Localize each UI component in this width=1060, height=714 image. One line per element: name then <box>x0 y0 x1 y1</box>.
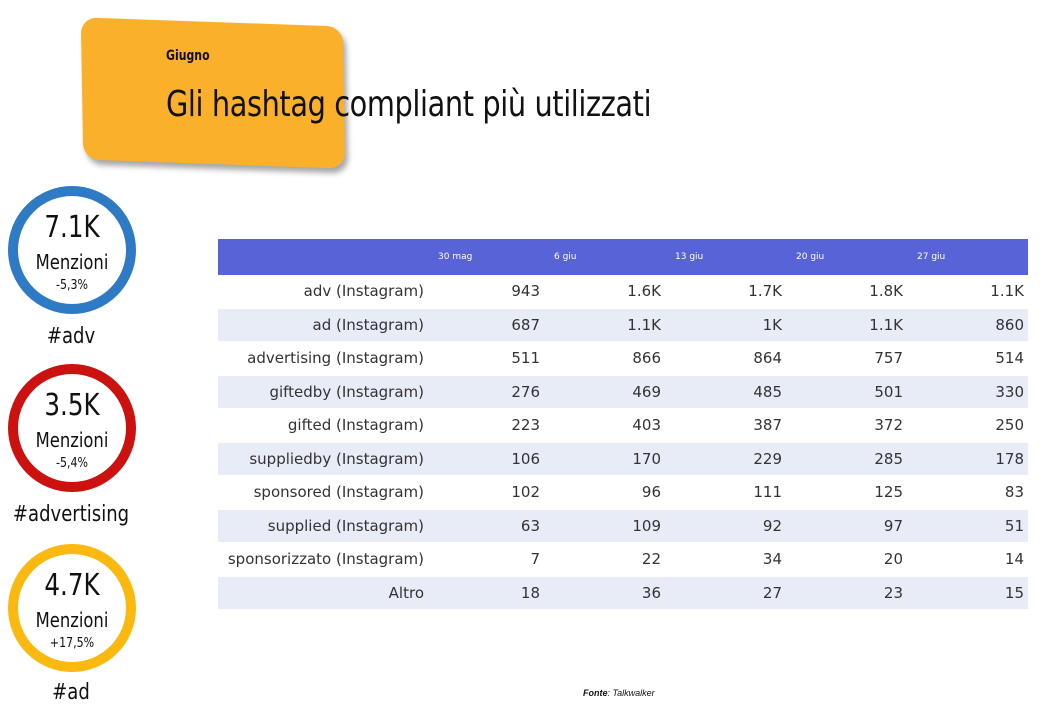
kpi-label: Menzioni <box>35 608 109 632</box>
kpi-label: Menzioni <box>35 428 109 452</box>
kpi-circle-advertising <box>8 364 136 492</box>
table-cell: 687 <box>428 308 544 342</box>
table-header-row <box>218 239 1028 275</box>
table-cell: 1.6K <box>544 275 665 308</box>
table-cell: 14 <box>907 543 1028 577</box>
table-row <box>218 476 1028 510</box>
kpi-change: +17,5% <box>49 636 95 651</box>
column-header: 6 giu <box>544 239 665 275</box>
table-cell: 864 <box>665 342 786 376</box>
table-cell: 860 <box>907 308 1028 342</box>
table-cell: 387 <box>665 409 786 443</box>
table-cell: 1.1K <box>544 308 665 342</box>
table-row <box>218 308 1028 342</box>
table-cell: 102 <box>428 476 544 510</box>
row-label: gifted (Instagram) <box>218 409 428 443</box>
table-cell: 63 <box>428 509 544 543</box>
table-cell: 1.1K <box>786 308 907 342</box>
kpi-circle-ad <box>8 544 136 672</box>
kpi-value: 3.5K <box>44 388 100 423</box>
table-cell: 1.8K <box>786 275 907 308</box>
row-label: giftedby (Instagram) <box>218 375 428 409</box>
table-cell: 15 <box>907 576 1028 610</box>
column-header <box>218 239 428 275</box>
table-cell: 757 <box>786 342 907 376</box>
table-cell: 943 <box>428 275 544 308</box>
kpi-hashtag-ad: #ad <box>52 680 90 705</box>
table-row <box>218 409 1028 443</box>
hashtag-table <box>218 239 1028 610</box>
table-cell: 178 <box>907 442 1028 476</box>
kpi-value: 4.7K <box>44 568 100 603</box>
row-label: sponsorizzato (Instagram) <box>218 543 428 577</box>
table-cell: 51 <box>907 509 1028 543</box>
kpi-label: Menzioni <box>35 250 109 274</box>
kpi-change: -5,3% <box>55 278 89 293</box>
column-header: 27 giu <box>907 239 1028 275</box>
table-cell: 23 <box>786 576 907 610</box>
source-label: Fonte <box>583 688 608 698</box>
table-row <box>218 375 1028 409</box>
table-cell: 1K <box>665 308 786 342</box>
table-cell: 514 <box>907 342 1028 376</box>
table-cell: 372 <box>786 409 907 443</box>
table-row <box>218 442 1028 476</box>
table-row <box>218 509 1028 543</box>
table-cell: 7 <box>428 543 544 577</box>
table-cell: 223 <box>428 409 544 443</box>
table-cell: 22 <box>544 543 665 577</box>
kpi-hashtag-advertising: #advertising <box>12 502 130 527</box>
row-label: Altro <box>218 576 428 610</box>
table-cell: 97 <box>786 509 907 543</box>
table-cell: 250 <box>907 409 1028 443</box>
kpi-circle-adv <box>8 186 136 314</box>
table-row <box>218 576 1028 610</box>
table-cell: 20 <box>786 543 907 577</box>
row-label: adv (Instagram) <box>218 275 428 308</box>
kpi-value: 7.1K <box>44 210 100 245</box>
page-title: Gli hashtag compliant più utilizzati <box>166 84 652 125</box>
table-cell: 1.7K <box>665 275 786 308</box>
table-cell: 276 <box>428 375 544 409</box>
table-cell: 109 <box>544 509 665 543</box>
table-cell: 125 <box>786 476 907 510</box>
source-note <box>583 688 655 698</box>
table-cell: 866 <box>544 342 665 376</box>
table-cell: 501 <box>786 375 907 409</box>
table-cell: 34 <box>665 543 786 577</box>
table-cell: 96 <box>544 476 665 510</box>
month-label: Giugno <box>166 48 210 64</box>
table-cell: 285 <box>786 442 907 476</box>
table-cell: 83 <box>907 476 1028 510</box>
table-cell: 330 <box>907 375 1028 409</box>
table-cell: 170 <box>544 442 665 476</box>
row-label: advertising (Instagram) <box>218 342 428 376</box>
table-row <box>218 543 1028 577</box>
kpi-change: -5,4% <box>55 456 89 471</box>
column-header: 30 mag <box>428 239 544 275</box>
table-cell: 469 <box>544 375 665 409</box>
table-cell: 106 <box>428 442 544 476</box>
table-cell: 27 <box>665 576 786 610</box>
table-row <box>218 342 1028 376</box>
table-cell: 229 <box>665 442 786 476</box>
table-row <box>218 275 1028 308</box>
row-label: ad (Instagram) <box>218 308 428 342</box>
row-label: suppliedby (Instagram) <box>218 442 428 476</box>
kpi-hashtag-adv: #adv <box>46 324 96 349</box>
table-cell: 511 <box>428 342 544 376</box>
table-cell: 403 <box>544 409 665 443</box>
table-cell: 92 <box>665 509 786 543</box>
table-cell: 1.1K <box>907 275 1028 308</box>
row-label: supplied (Instagram) <box>218 509 428 543</box>
column-header: 13 giu <box>665 239 786 275</box>
source-text: : Talkwalker <box>607 688 655 698</box>
row-label: sponsored (Instagram) <box>218 476 428 510</box>
table-cell: 111 <box>665 476 786 510</box>
table-cell: 485 <box>665 375 786 409</box>
table-cell: 36 <box>544 576 665 610</box>
table-cell: 18 <box>428 576 544 610</box>
column-header: 20 giu <box>786 239 907 275</box>
